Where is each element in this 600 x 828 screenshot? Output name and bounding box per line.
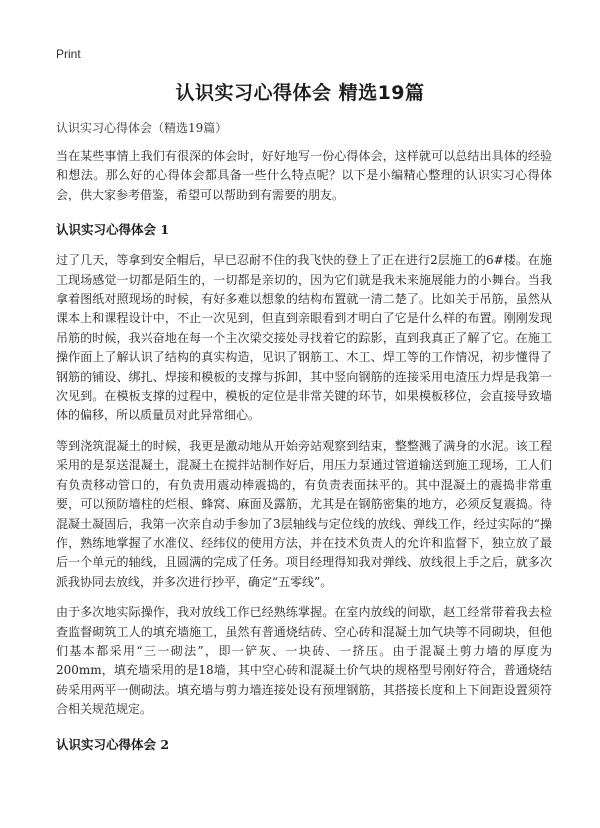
section-1-paragraph-1: 过了几天，等拿到安全帽后，早已忍耐不住的我飞快的登上了正在进行2层施工的6#楼。在施工现场感觉一切都是陌生的，一切都是亲切的，因为它们就是我未来施展能力的小舞台。当我拿着图纸对照现场的时候，有好多难以想象的结构布置就一清二楚了。比如关于吊筋，虽然从课本上和课程设计中，不止一次见到，但直到亲眼看到才明白了它是什么样的布置。刚刚发现吊筋的时候，我兴奋地在每一个主次梁交接处寻找着它的踪影，直到我真正了解了它。在施工操作面上了解认识了结构的真实构造，见识了钢筋工、木工、焊工等的工作情况，初步懂得了钢筋的铺设、绑扎、焊接和模板的支撑与拆卸，其中竖向钢筋的连接采用电渣压力焊是我第一次见到。在模板支撑的过程中，模板的定位是非常关键的环节，如果模板移位，会直接导致墙体的偏移，所以质量员对此异常细心。 bbox=[56, 253, 552, 423]
article-subtitle: 认识实习心得体会（精选19篇） bbox=[56, 121, 228, 135]
section-heading-2: 认识实习心得体会 2 bbox=[56, 736, 170, 752]
section-heading-1: 认识实习心得体会 1 bbox=[56, 222, 170, 238]
print-link[interactable]: Print bbox=[56, 47, 81, 61]
intro-paragraph: 当在某些事情上我们有很深的体会时，好好地写一份心得体会，这样就可以总结出具体的经验和想法。那么好的心得体会都具备一些什么特点呢？以下是小编精心整理的认识实习心得体会，供大家参考借鉴，希望可以帮助到有需要的朋友。 bbox=[56, 149, 552, 202]
article-body bbox=[56, 119, 552, 766]
section-1-paragraph-2: 等到浇筑混凝土的时候，我更是激动地从开始旁站观察到结束，整整溅了满身的水泥。该工程采用的是泵送混凝土，混凝土在搅拌站制作好后，用压力泵通过管道输送到施工现场，工人们有负责移动管口的，有负责用震动棒震捣的，有负责表面抹平的。其中混凝土的震捣非常重要，可以预防墙柱的烂根、蜂窝、麻面及露筋，尤其是在钢筋密集的地方，必须反复震捣。待混凝土凝固后，我第一次亲自动手参加了3层轴线与定位线的放线、弹线工作，经过实际的“操作，熟练地掌握了水准仪、经纬仪的使用方法，并在技术负责人的允许和监督下，独立放了最后一个单元的轴线，且圆满的完成了任务。项目经理得知我对弹线、放线很上手之后，就多次派我协同去放线，并多次进行抄平，确定“五零线”。 bbox=[56, 438, 552, 589]
page-title: 认识实习心得体会 精选19篇 bbox=[175, 82, 425, 104]
section-1-paragraph-3: 由于多次地实际操作，我对放线工作已经熟练掌握。在室内放线的间歇，赵工经常带着我去检查监督砌筑工人的填充墙施工，虽然有普通烧结砖、空心砖和混凝土加气块等不同砌块，但他们基本都采用“三一砌法”，即一铲灰、一块砖、一挤压。由于混凝土剪力墙的厚度为200mm，填充墙采用的是18墙，其中空心砖和混凝土价气块的规格型号刚好符合，普通烧结砖采用两平一侧砌法。填充墙与剪力墙连接处设有预埋钢筋，其搭接长度和上下间距设置须符合相关规范规定。 bbox=[56, 605, 552, 717]
